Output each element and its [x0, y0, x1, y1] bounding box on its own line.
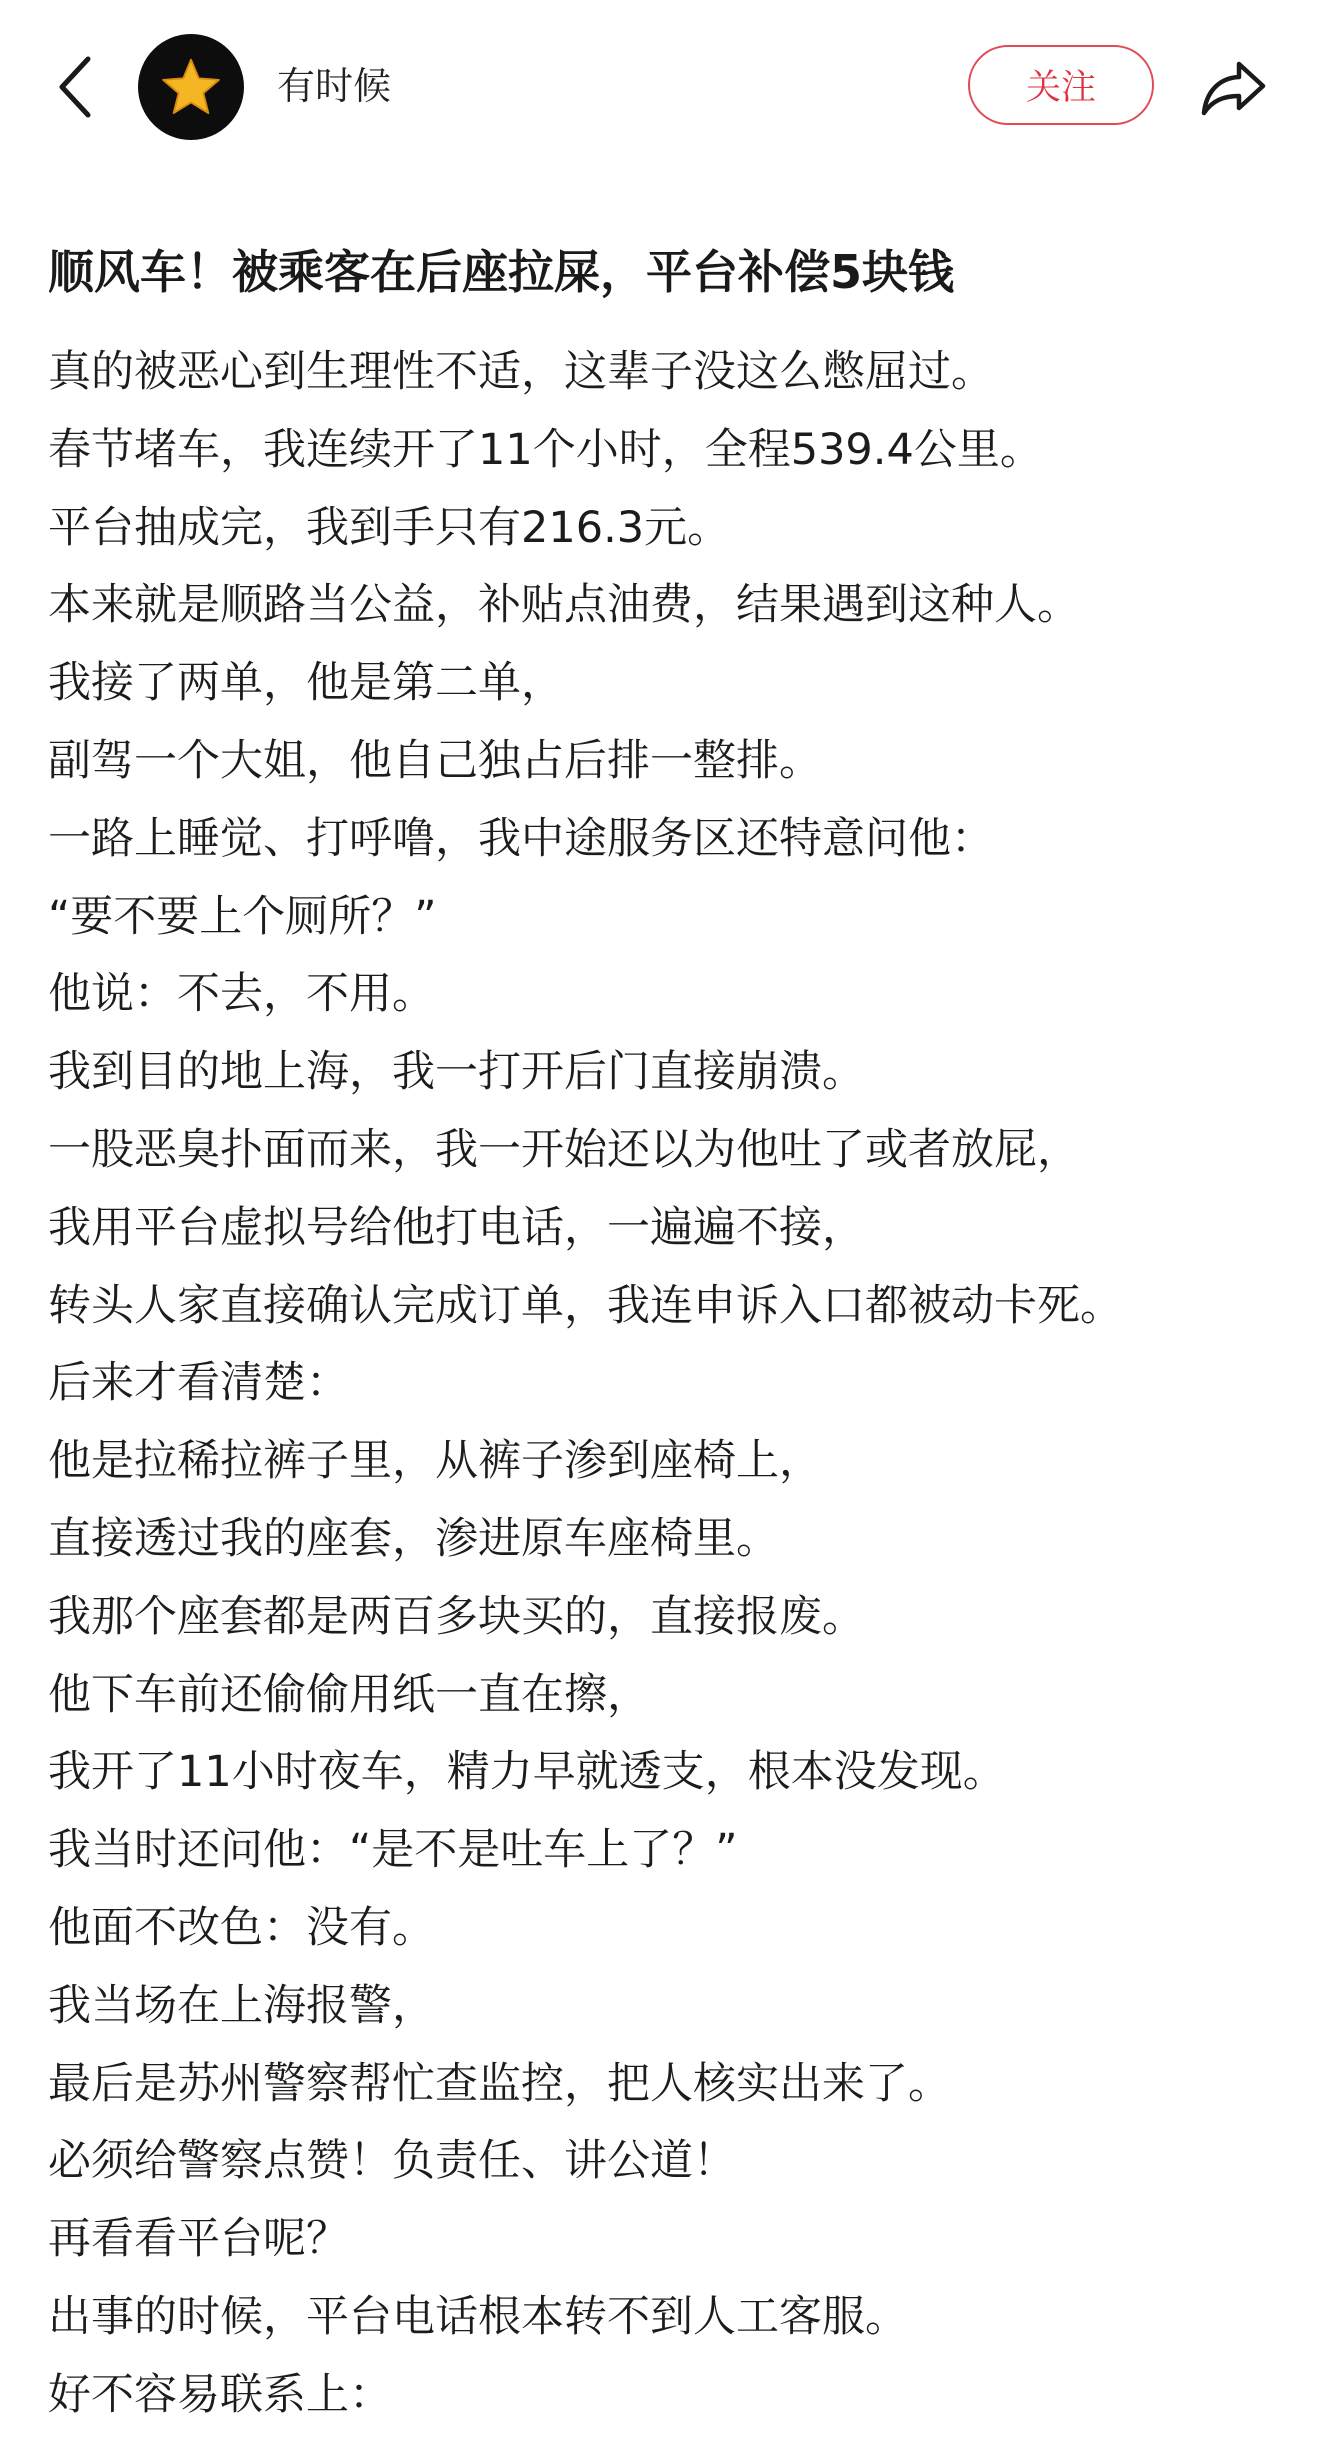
post-line: 再看看平台呢？ — [48, 2214, 349, 2265]
post-line: 出事的时候，平台电话根本转不到人工客服。 — [48, 2291, 908, 2342]
post-line: “要不要上个厕所？” — [48, 891, 437, 942]
top-bar — [0, 0, 1320, 175]
post-line: 转头人家直接确认完成订单，我连申诉入口都被动卡死。 — [48, 1280, 1123, 1331]
post-line: 好不容易联系上： — [48, 2369, 392, 2420]
post-line: 我当时还问他：“是不是吐车上了？” — [48, 1825, 738, 1876]
post-line: 我当场在上海报警， — [48, 1980, 435, 2031]
post-line: 春节堵车，我连续开了11个小时，全程539.4公里。 — [48, 424, 1043, 475]
back-button[interactable] — [46, 52, 102, 122]
post-line: 他是拉稀拉裤子里，从裤子渗到座椅上， — [48, 1436, 822, 1487]
post-line: 他面不改色：没有。 — [48, 1902, 435, 1953]
post-line: 后来才看清楚： — [48, 1358, 349, 1409]
post-body — [48, 334, 1298, 2435]
author-avatar[interactable] — [138, 34, 244, 140]
post-line: 我开了11小时夜车，精力早就透支，根本没发现。 — [48, 1747, 1006, 1798]
star-icon — [160, 56, 222, 118]
author-name[interactable]: 有时候 — [277, 64, 392, 108]
share-icon — [1199, 58, 1269, 118]
post-line: 一路上睡觉、打呼噜，我中途服务区还特意问他： — [48, 813, 994, 864]
post-line: 他说：不去，不用。 — [48, 969, 435, 1020]
follow-button-label: 关注 — [1025, 68, 1096, 108]
follow-button[interactable] — [968, 45, 1154, 125]
post-line: 真的被恶心到生理性不适，这辈子没这么憋屈过。 — [48, 347, 994, 397]
post-title: 顺风车！被乘客在后座拉屎，平台补偿5块钱 — [48, 245, 955, 299]
post-line: 必须给警察点赞！负责任、讲公道！ — [48, 2136, 736, 2187]
post-line: 直接透过我的座套，渗进原车座椅里。 — [48, 1513, 779, 1564]
post-line: 平台抽成完，我到手只有216.3元。 — [48, 502, 731, 553]
post-line: 一股恶臭扑面而来，我一开始还以为他吐了或者放屁， — [48, 1124, 1080, 1175]
chevron-left-icon — [54, 55, 94, 119]
post-line: 副驾一个大姐，他自己独占后排一整排。 — [48, 735, 822, 786]
post-line: 我接了两单，他是第二单， — [48, 658, 564, 709]
share-button[interactable] — [1196, 50, 1272, 126]
post-line: 我那个座套都是两百多块买的，直接报废。 — [48, 1591, 865, 1642]
post-line: 他下车前还偷偷用纸一直在擦， — [48, 1669, 650, 1720]
post-line: 我到目的地上海，我一打开后门直接崩溃。 — [48, 1047, 865, 1098]
post-line: 我用平台虚拟号给他打电话，一遍遍不接， — [48, 1202, 865, 1253]
post-line: 最后是苏州警察帮忙查监控，把人核实出来了。 — [48, 2058, 951, 2109]
post-line: 本来就是顺路当公益，补贴点油费，结果遇到这种人。 — [48, 580, 1080, 631]
